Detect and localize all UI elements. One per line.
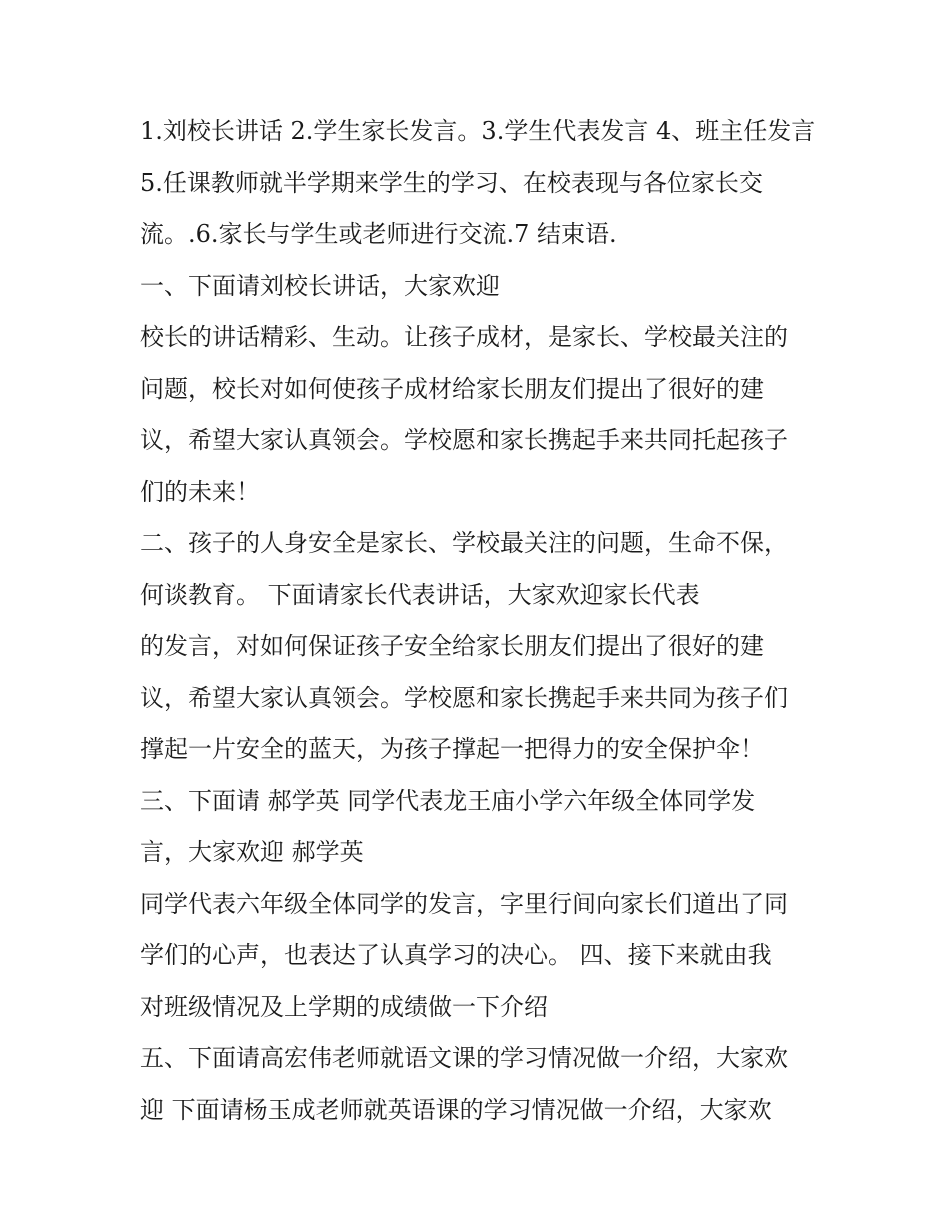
text-line: 撑起一片安全的蓝天，为孩子撑起一把得力的安全保护伞！ [140,735,764,763]
text-line: 问题，校长对如何使孩子成材给家长朋友们提出了很好的建 [140,374,764,403]
text-line: 同学代表六年级全体同学的发言，字里行间向家长们道出了同 [140,889,788,918]
text-line: 议，希望大家认真领会。学校愿和家长携起手来共同托起孩子 [140,426,788,454]
text-line: 何谈教育。 下面请家长代表讲话，大家欢迎家长代表 [140,580,700,609]
text-line: 议，希望大家认真领会。学校愿和家长携起手来共同为孩子们 [140,683,788,712]
text-line: 们的未来！ [140,477,260,506]
document-body [140,106,830,1136]
text-line: 对班级情况及上学期的成绩做一下介绍 [140,992,548,1021]
text-line: 的发言，对如何保证孩子安全给家长朋友们提出了很好的建 [140,632,764,660]
text-line: 二、孩子的人身安全是家长、学校最关注的问题，生命不保， [140,529,788,557]
text-line: 三、下面请 郝学英 同学代表龙王庙小学六年级全体同学发 [140,786,756,815]
text-line: 校长的讲话精彩、生动。让孩子成材，是家长、学校最关注的 [140,323,788,351]
text-line: 言，大家欢迎 郝学英 [140,838,364,866]
text-line: 1.刘校长讲话 2.学生家长发言。3.学生代表发言 4、班主任发言 [140,117,816,145]
text-line: 5.任课教师就半学期来学生的学习、在校表现与各位家长交 [140,168,763,197]
text-line: 五、下面请高宏伟老师就语文课的学习情况做一介绍，大家欢 [140,1044,788,1072]
text-line: 迎 下面请杨玉成老师就英语课的学习情况做一介绍，大家欢 [140,1095,772,1124]
text-line: 学们的心声，也表达了认真学习的决心。 四、接下来就由我 [140,941,772,969]
text-line: 一、下面请刘校长讲话，大家欢迎 [140,271,500,300]
text-line: 流。.6.家长与学生或老师进行交流.7 结束语. [140,220,617,248]
